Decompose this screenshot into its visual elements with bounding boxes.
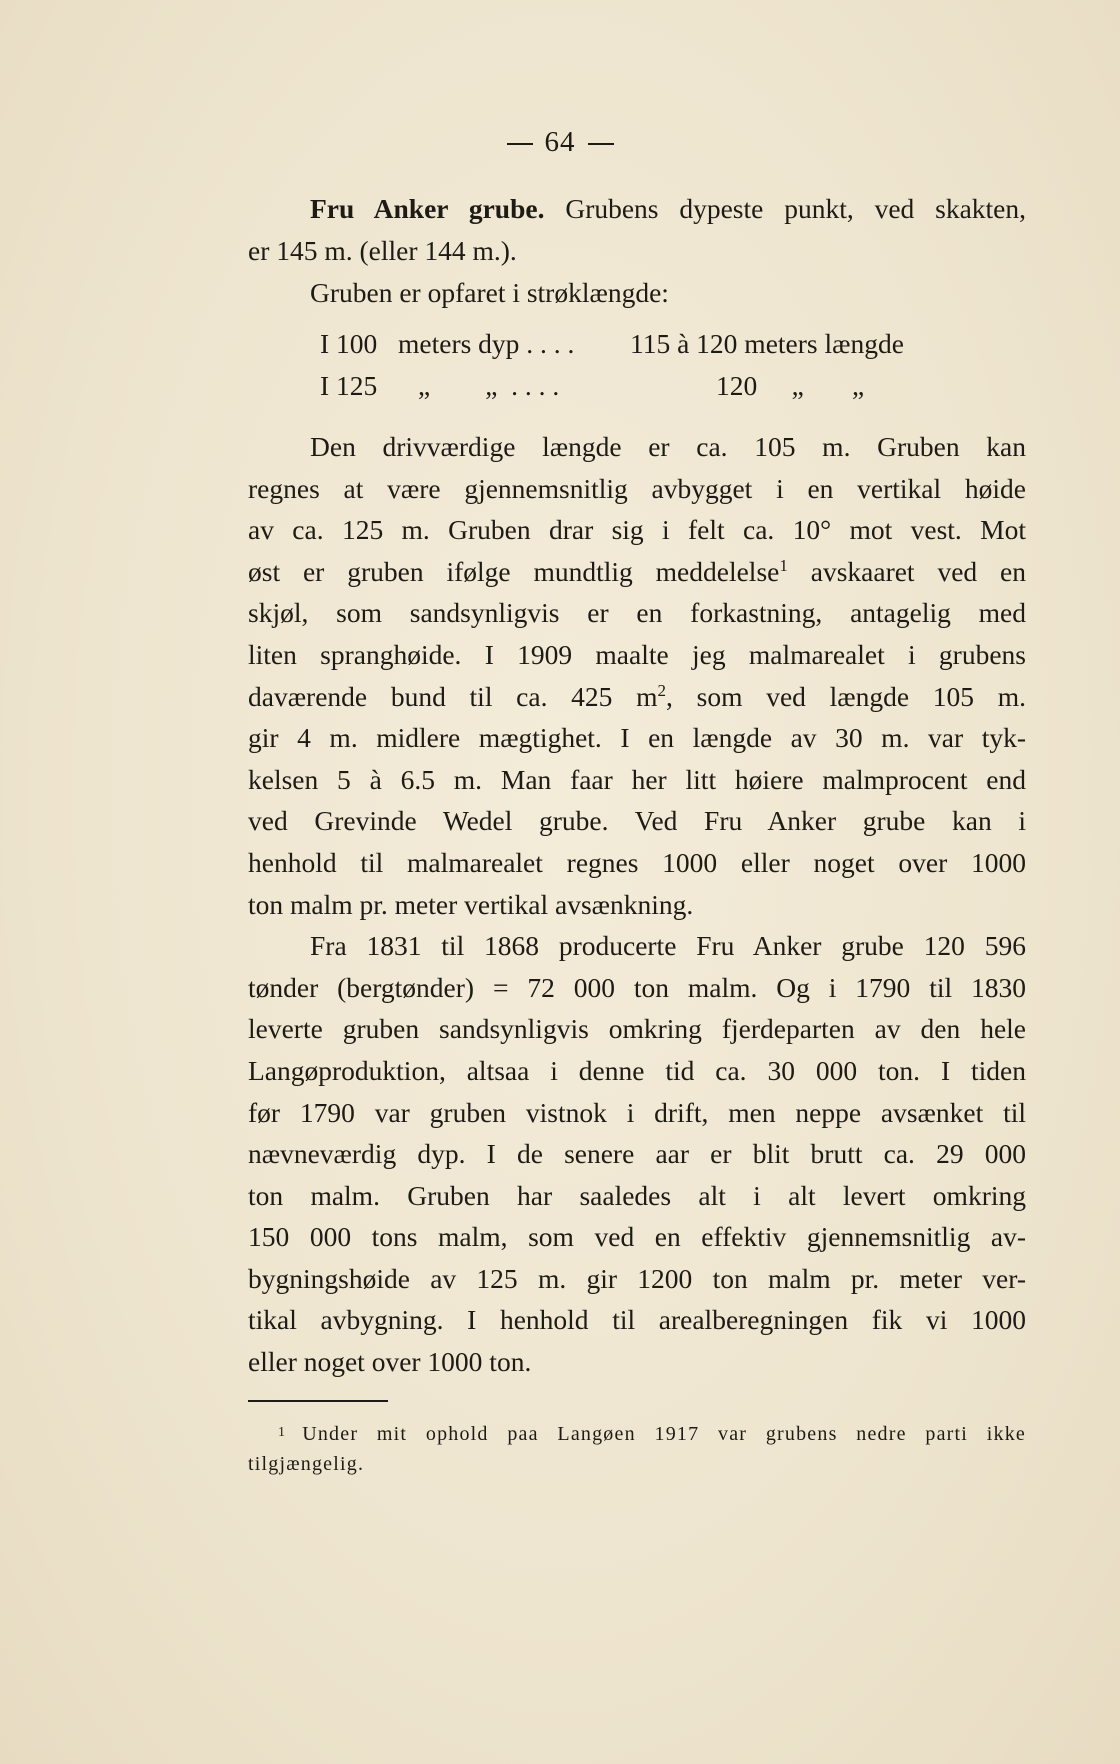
intro-line-1 [248,188,1026,230]
intro-line-3: Gruben er opfaret i strøklængde: [310,276,669,308]
intro-section [248,188,1026,313]
paragraph-line: Den drivværdige længde er ca. 105 m. Gruben kan [310,431,1026,462]
paragraph-line: nævneværdig dyp. I de senere aar er blit brutt ca. 29 000 [248,1138,1026,1170]
paragraph-line: skjøl, som sandsynligvis er en forkastning, antagelig med [248,597,1026,629]
paragraph-line: regnes at være gjennemsnitlig avbygget i en vertikal høide [248,472,1026,504]
footnote [248,1418,1026,1479]
table-cell-length: 120 „ „ [716,370,865,401]
paragraph-line [248,551,1026,593]
paragraph-line: tikal avbygning. I henhold til arealberegningen fik vi 1000 [248,1304,1026,1336]
paragraph-line: ton malm. Gruben har saaledes alt i alt levert omkring [248,1179,1026,1211]
paragraph-line: av ca. 125 m. Gruben drar sig i felt ca. 10° mot vest. Mot [248,514,1026,546]
line-text: daværende bund til ca. 425 m [248,680,658,712]
paragraph-line: ton malm pr. meter vertikal avsænkning. [248,888,694,920]
paragraph-line: Langøproduktion, altsaa i denne tid ca. 30 000 ton. I tiden [248,1054,1026,1086]
footnote-mark: 1 [278,1425,287,1440]
footnote-line-2: tilgjængelig. [248,1453,365,1475]
paragraph-line: kelsen 5 à 6.5 m. Man faar her litt høiere malmprocent end [248,763,1026,795]
table-cell-unit: meters dyp . . . . [398,328,575,359]
section-title: Fru Anker grube. [310,193,545,224]
paragraph-line: Fra 1831 til 1868 producerte Fru Anker grube 120 596 [310,930,1026,962]
intro-line-2: er 145 m. (eller 144 m.). [248,234,517,266]
superscript: 2 [657,680,667,700]
dash-left [507,143,533,145]
table-cell-depth: I 100 [320,328,378,359]
paragraph-line: bygningshøide av 125 m. gir 1200 ton malm pr. meter ver- [248,1262,1026,1294]
footnote-line-1 [248,1418,1026,1449]
footnote-reference: 1 [779,555,788,575]
paragraph-line: gir 4 m. midlere mægtighet. I en længde av 30 m. var tyk- [248,722,1026,754]
paragraph-line: henhold til malmarealet regnes 1000 eller noget over 1000 [248,846,1026,878]
paragraph-line: før 1790 var gruben vistnok i drift, men neppe avsænket til [248,1096,1026,1128]
paragraph-line: leverte gruben sandsynligvis omkring fjerdeparten av den hele [248,1013,1026,1045]
table-cell-unit: „ „ . . . . [418,370,560,401]
footnote-divider [248,1400,388,1402]
table-cell-depth: I 125 [320,370,378,401]
footnote-text: Under mit ophold paa Langøen 1917 var grubens nedre parti ikke [302,1423,1026,1445]
paragraph-line: eller noget over 1000 ton. [248,1346,532,1378]
dash-right [588,143,614,145]
page-number-text: 64 [544,126,576,158]
body-text [248,426,1026,1383]
line-text: øst er gruben ifølge mundtlig meddelelse [248,555,780,587]
paragraph-line: ved Grevinde Wedel grube. Ved Fru Anker grube kan i [248,805,1026,837]
intro-line-1-rest: Grubens dypeste punkt, ved skakten, [565,193,1027,224]
table-cell-length: 115 à 120 meters længde [630,328,904,359]
line-text: , som ved længde 105 m. [666,680,1026,712]
page-number [0,126,1120,159]
paragraph-line: tønder (bergtønder) = 72 000 ton malm. Og i 1790 til 1830 [248,971,1026,1003]
paragraph-line: liten spranghøide. I 1909 maalte jeg malmarealet i grubens [248,638,1026,670]
paragraph-line: 150 000 tons malm, som ved en effektiv gjennemsnitlig av- [248,1221,1026,1253]
line-text: avskaaret ved en [810,555,1026,587]
paragraph-line [248,676,1026,718]
